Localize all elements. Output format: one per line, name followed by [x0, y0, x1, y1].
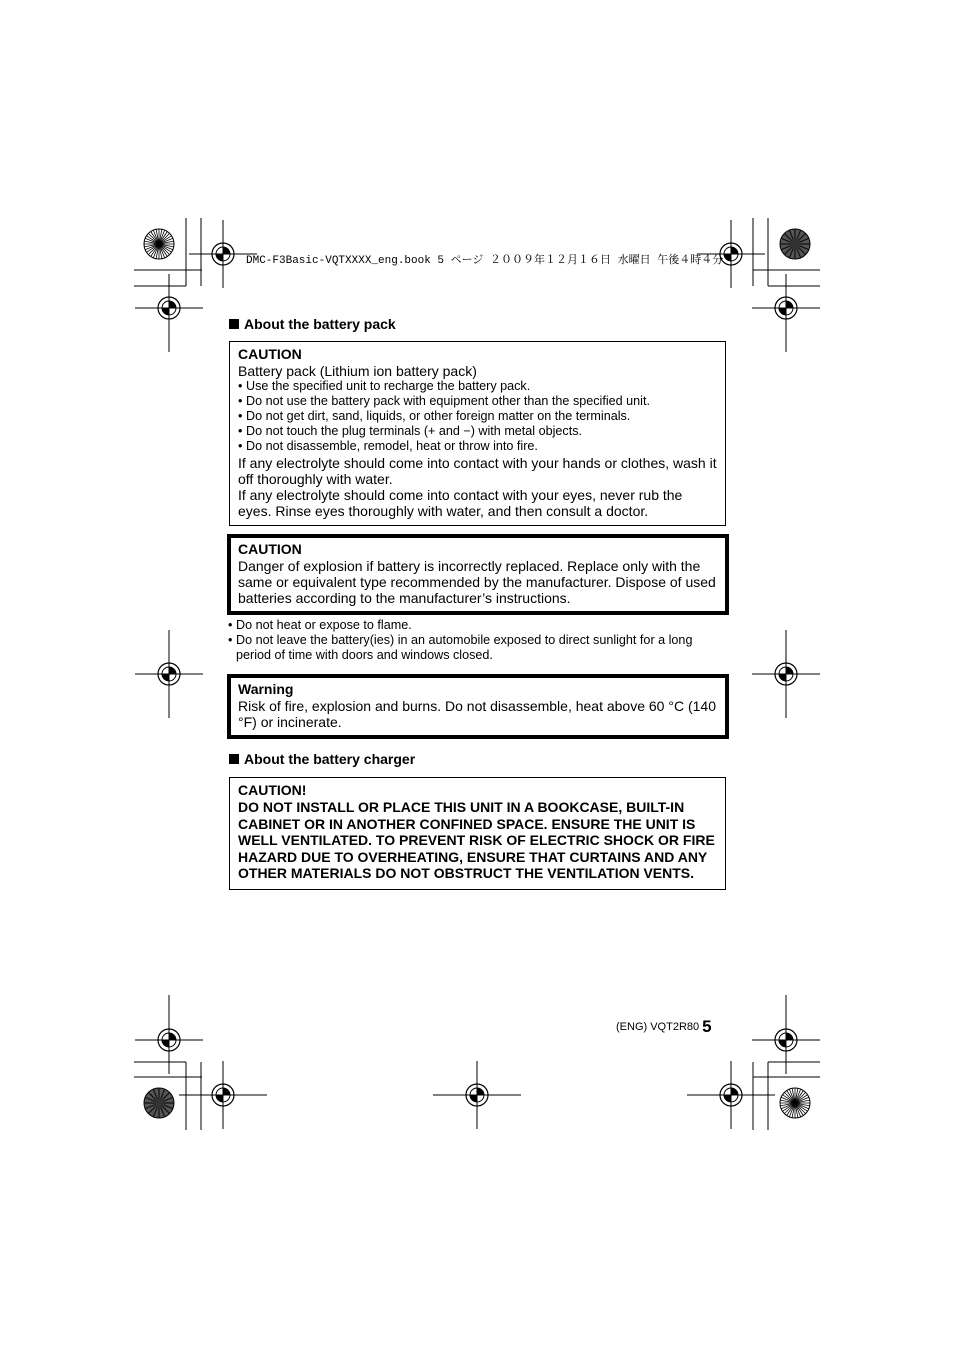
explosion-warning-text: Danger of explosion if battery is incorrectly replaced. Replace only with the same or equivalent type recommended by the manufacturer. Dispose of used batteries according to the manufacturer’s instructions.	[238, 558, 716, 606]
list-item: • Do not touch the plug terminals (+ and −) with metal objects.	[238, 424, 717, 439]
caution-bullet-list	[238, 379, 717, 454]
electrolyte-hands-paragraph: If any electrolyte should come into contact with your hands or clothes, wash it off thoroughly with water.	[238, 455, 717, 487]
list-item: • Do not get dirt, sand, liquids, or other foreign matter on the terminals.	[238, 409, 717, 424]
caution-box-explosion	[227, 534, 729, 615]
warning-box-fire	[227, 674, 729, 739]
page-number: 5	[702, 1017, 712, 1036]
square-bullet-icon	[229, 319, 239, 329]
battery-extra-bullets	[228, 618, 728, 663]
warning-title: Warning	[238, 681, 294, 697]
list-item: • Do not leave the battery(ies) in an automobile exposed to direct sunlight for a long period of time with doors and windows closed.	[228, 633, 728, 663]
section-heading-battery-charger	[229, 751, 415, 767]
caution-box-battery-pack	[229, 341, 726, 526]
section-heading-text: About the battery charger	[244, 751, 416, 767]
page-footer	[616, 1017, 712, 1037]
list-item: • Do not use the battery pack with equipment other than the specified unit.	[238, 394, 717, 409]
section-heading-battery-pack	[229, 316, 396, 332]
caution-title: CAUTION	[238, 346, 302, 362]
book-file-info: DMC-F3Basic-VQTXXXX_eng.book 5 ページ ２００９年１２月１６日 水曜日 午後４時４分	[246, 255, 724, 267]
caution-box-charger	[229, 777, 726, 890]
charger-caution-text: DO NOT INSTALL OR PLACE THIS UNIT IN A BOOKCASE, BUILT-IN CABINET OR IN ANOTHER CONFINED SPACE. ENSURE THE UNIT IS WELL VENTILATED. TO PREVENT RISK OF ELECTRIC SHOCK OR FIRE HAZARD DUE TO OVERHEATING, ENSURE THAT CURTAINS AND ANY OTHER MATERIALS DO NOT OBSTRUCT THE VENTILATION VENTS.	[238, 799, 715, 882]
caution-subtitle: Battery pack (Lithium ion battery pack)	[238, 363, 477, 379]
caution-title: CAUTION	[238, 541, 302, 557]
electrolyte-eyes-paragraph: If any electrolyte should come into contact with your eyes, never rub the eyes. Rinse eyes thoroughly with water, and then consult a doctor.	[238, 487, 683, 519]
list-item: • Use the specified unit to recharge the battery pack.	[238, 379, 717, 394]
list-item: • Do not heat or expose to flame.	[228, 618, 728, 633]
caution-title: CAUTION!	[238, 782, 307, 798]
section-heading-text: About the battery pack	[244, 316, 396, 332]
list-item: • Do not disassemble, remodel, heat or throw into fire.	[238, 439, 717, 454]
square-bullet-icon	[229, 754, 239, 764]
document-code: (ENG) VQT2R80	[616, 1021, 700, 1033]
warning-text: Risk of fire, explosion and burns. Do not disassemble, heat above 60 °C (140 °F) or incinerate.	[238, 698, 716, 730]
